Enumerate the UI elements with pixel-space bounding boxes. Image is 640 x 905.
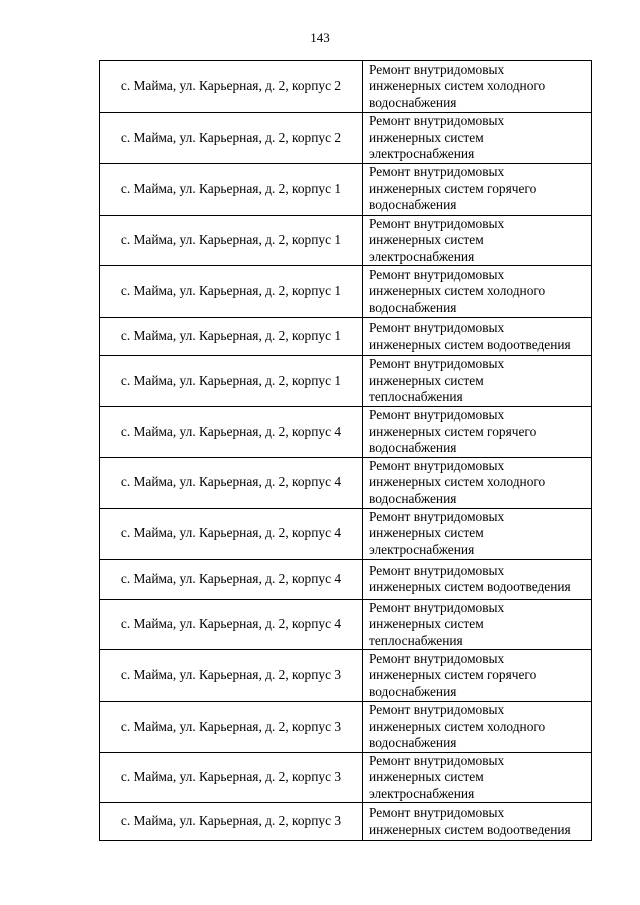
work-type-cell <box>363 113 592 164</box>
work-type-line: инженерных систем <box>369 232 484 247</box>
work-type-line: Ремонт внутридомовых <box>369 650 505 666</box>
work-type-line: Ремонт внутридомовых <box>369 113 505 128</box>
table-row <box>100 266 592 318</box>
table-row <box>100 752 592 803</box>
address-cell: с. Майма, ул. Карьерная, д. 2, корпус 1 <box>100 163 363 215</box>
work-type-line: инженерных систем водоотведения <box>369 336 571 352</box>
works-table-body <box>100 61 592 841</box>
work-type-cell <box>363 215 592 266</box>
work-type-line: Ремонт внутридомовых <box>369 61 505 77</box>
work-type-line: инженерных систем <box>369 525 484 541</box>
table-row <box>100 508 592 559</box>
work-type-line: инженерных систем <box>369 769 484 784</box>
work-type-line: инженерных систем горячего <box>369 667 537 683</box>
work-type-line: Ремонт внутридомовых <box>369 356 505 372</box>
work-type-line: Ремонт внутридомовых <box>369 702 505 717</box>
address-cell: с. Майма, ул. Карьерная, д. 2, корпус 3 <box>100 752 363 803</box>
work-type-line: водоснабжения <box>369 440 457 455</box>
table-row <box>100 318 592 356</box>
address-cell: с. Майма, ул. Карьерная, д. 2, корпус 1 <box>100 266 363 318</box>
address-cell: с. Майма, ул. Карьерная, д. 2, корпус 2 <box>100 61 363 113</box>
table-row <box>100 113 592 164</box>
address-cell: с. Майма, ул. Карьерная, д. 2, корпус 4 <box>100 559 363 599</box>
address-cell: с. Майма, ул. Карьерная, д. 2, корпус 3 <box>100 803 363 841</box>
work-type-line: инженерных систем холодного <box>369 474 546 490</box>
address-cell: с. Майма, ул. Карьерная, д. 2, корпус 4 <box>100 508 363 559</box>
work-type-line: водоснабжения <box>369 490 457 506</box>
work-type-line: инженерных систем водоотведения <box>369 821 571 837</box>
work-type-cell <box>363 702 592 753</box>
work-type-cell <box>363 457 592 508</box>
address-cell: с. Майма, ул. Карьерная, д. 2, корпус 1 <box>100 318 363 356</box>
table-row <box>100 599 592 650</box>
work-type-line: водоснабжения <box>369 94 457 110</box>
table-row <box>100 702 592 753</box>
table-row <box>100 559 592 599</box>
address-cell: с. Майма, ул. Карьерная, д. 2, корпус 4 <box>100 457 363 508</box>
work-type-line: инженерных систем водоотведения <box>369 579 571 594</box>
work-type-line: теплоснабжения <box>369 389 463 405</box>
work-type-line: инженерных систем холодного <box>369 283 546 299</box>
table-row <box>100 803 592 841</box>
work-type-line: Ремонт внутридомовых <box>369 599 505 615</box>
address-cell: с. Майма, ул. Карьерная, д. 2, корпус 1 <box>100 356 363 407</box>
table-row <box>100 163 592 215</box>
table-row <box>100 407 592 458</box>
work-type-line: Ремонт внутридомовых <box>369 266 505 282</box>
work-type-cell <box>363 266 592 318</box>
work-type-cell <box>363 752 592 803</box>
work-type-line: Ремонт внутридомовых <box>369 320 505 335</box>
work-type-line: Ремонт внутридомовых <box>369 752 505 768</box>
address-cell: с. Майма, ул. Карьерная, д. 2, корпус 3 <box>100 650 363 702</box>
work-type-line: водоснабжения <box>369 299 457 315</box>
work-type-line: инженерных систем горячего <box>369 180 537 196</box>
work-type-cell <box>363 407 592 458</box>
work-type-line: Ремонт внутридомовых <box>369 457 505 473</box>
table-row <box>100 61 592 113</box>
address-cell: с. Майма, ул. Карьерная, д. 2, корпус 4 <box>100 407 363 458</box>
work-type-cell <box>363 163 592 215</box>
work-type-line: Ремонт внутридомовых <box>369 562 505 578</box>
table-row <box>100 650 592 702</box>
work-type-cell <box>363 803 592 841</box>
work-type-cell <box>363 318 592 356</box>
works-table <box>99 60 592 841</box>
work-type-line: электроснабжения <box>369 785 475 801</box>
work-type-cell <box>363 650 592 702</box>
work-type-cell <box>363 356 592 407</box>
address-cell: с. Майма, ул. Карьерная, д. 2, корпус 1 <box>100 215 363 266</box>
work-type-line: водоснабжения <box>369 735 457 750</box>
table-row <box>100 457 592 508</box>
work-type-line: электроснабжения <box>369 248 475 264</box>
work-type-line: инженерных систем горячего <box>369 423 537 439</box>
table-row <box>100 215 592 266</box>
work-type-line: теплоснабжения <box>369 632 463 648</box>
work-type-line: Ремонт внутридомовых <box>369 805 505 820</box>
work-type-line: инженерных систем <box>369 372 484 388</box>
address-cell: с. Майма, ул. Карьерная, д. 2, корпус 2 <box>100 113 363 164</box>
work-type-line: Ремонт внутридомовых <box>369 215 505 231</box>
work-type-line: инженерных систем холодного <box>369 718 546 734</box>
work-type-cell <box>363 559 592 599</box>
work-type-line: инженерных систем холодного <box>369 78 546 94</box>
address-cell: с. Майма, ул. Карьерная, д. 2, корпус 3 <box>100 702 363 753</box>
work-type-line: Ремонт внутридомовых <box>369 508 505 524</box>
work-type-line: электроснабжения <box>369 146 475 161</box>
work-type-line: водоснабжения <box>369 683 457 699</box>
work-type-line: Ремонт внутридомовых <box>369 407 505 422</box>
table-row <box>100 356 592 407</box>
address-cell: с. Майма, ул. Карьерная, д. 2, корпус 4 <box>100 599 363 650</box>
work-type-cell <box>363 599 592 650</box>
work-type-line: Ремонт внутридомовых <box>369 164 505 180</box>
work-type-line: инженерных систем <box>369 616 484 631</box>
work-type-cell <box>363 61 592 113</box>
work-type-line: инженерных систем <box>369 129 484 145</box>
page-number: 143 <box>310 30 330 45</box>
work-type-line: электроснабжения <box>369 541 475 557</box>
work-type-line: водоснабжения <box>369 197 457 213</box>
work-type-cell <box>363 508 592 559</box>
